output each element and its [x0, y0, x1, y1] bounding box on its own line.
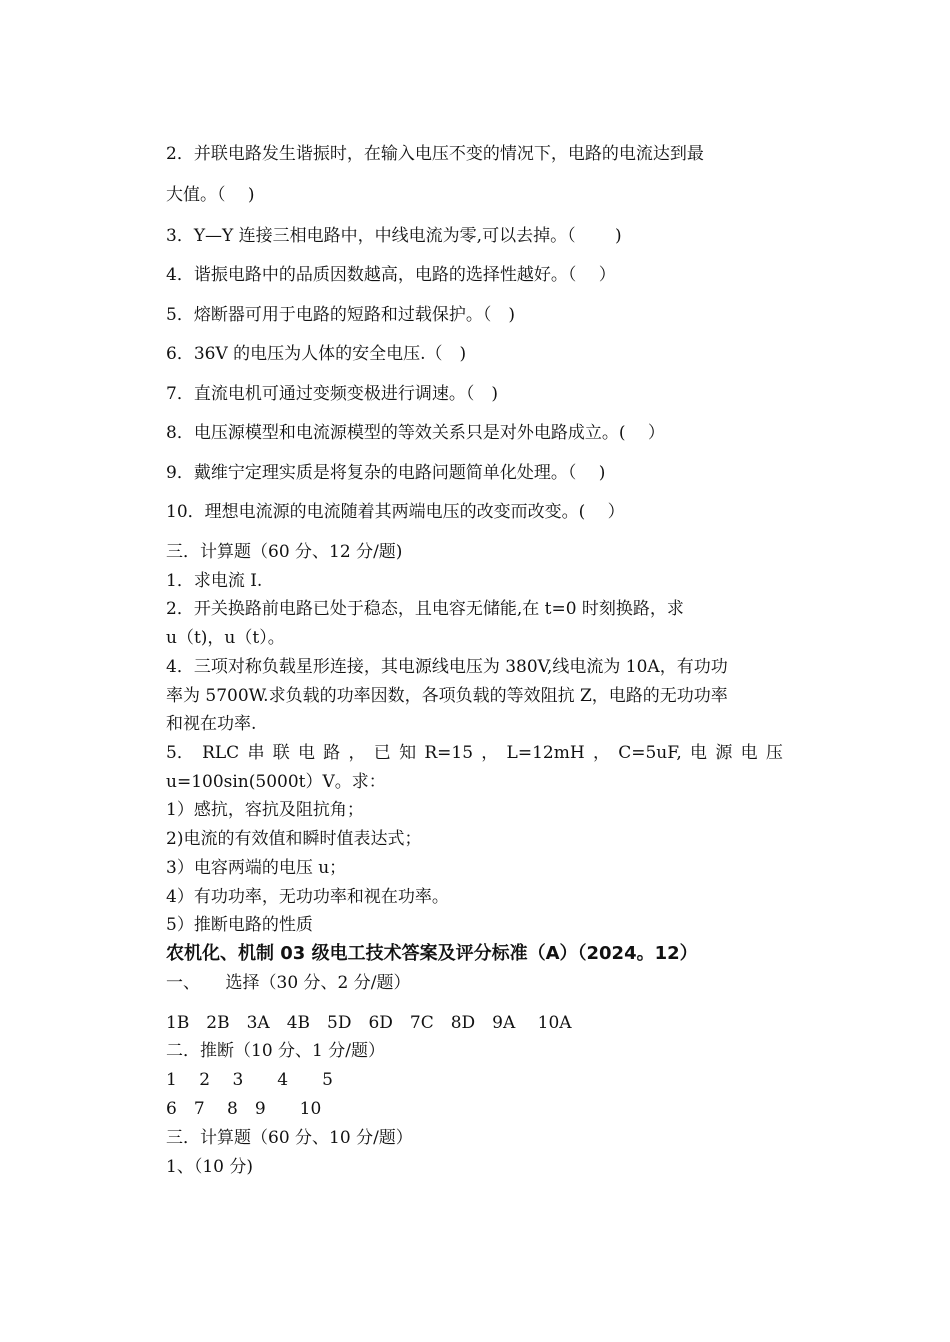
- q5-part: RLC: [202, 743, 240, 763]
- q5-part: 已: [373, 743, 391, 763]
- calc-question-4-line1: 4．三项对称负载星形连接，其电源线电压为 380V,线电流为 10A，有功功: [166, 657, 728, 677]
- calc-question-2-line1: 2．开关换路前电路已处于稳态，且电容无储能,在 t=0 时刻换路，求: [166, 599, 684, 619]
- tf-question-5: 5．熔断器可用于电路的短路和过载保护。（ ): [166, 305, 515, 325]
- calc-question-5-sub-1: 1）感抗，容抗及阻抗角；: [166, 800, 364, 820]
- tf-question-3: 3．Y—Y 连接三相电路中，中线电流为零,可以去掉。（ ): [166, 226, 622, 246]
- tf-question-10: 10．理想电流源的电流随着其两端电压的改变而改变。( ）: [166, 502, 625, 522]
- q5-part: C=5uF,: [618, 743, 682, 763]
- tf-question-6: 6．36V 的电压为人体的安全电压.（ ): [166, 344, 467, 364]
- answer-section-3-question-1: 1、（10 分): [166, 1157, 253, 1177]
- q5-part: 路: [323, 743, 341, 763]
- calc-question-5-sub-3: 3）电容两端的电压 u；: [166, 858, 347, 878]
- calc-section-heading: 三．计算题（60 分、12 分/题): [166, 542, 403, 562]
- answer-key-title: 农机化、机制 03 级电工技术答案及评分标准（A）（2024。12）: [166, 943, 698, 964]
- tf-question-7: 7．直流电机可通过变频变极进行调速。（ ): [166, 384, 498, 404]
- q5-part: ，: [592, 743, 610, 763]
- calc-question-5-line1: [166, 742, 783, 764]
- q5-part: 联: [272, 743, 290, 763]
- answer-section-2-row-1: 1 2 3 4 5: [166, 1070, 333, 1090]
- calc-question-4-line2: 率为 5700W.求负载的功率因数，各项负载的等效阻抗 Z，电路的无功功率: [166, 686, 728, 706]
- calc-question-2-line2: u（t)，u（t）。: [166, 628, 285, 648]
- q5-part: 源: [715, 743, 733, 763]
- q5-part: L=12mH: [506, 743, 585, 763]
- tf-question-8: 8．电压源模型和电流源模型的等效关系只是对外电路成立。( ）: [166, 423, 665, 443]
- q5-part: 压: [765, 743, 783, 763]
- q5-part: 电: [690, 743, 708, 763]
- q5-part: 知: [399, 743, 417, 763]
- answer-section-2-heading: 二．推断（10 分、1 分/题）: [166, 1041, 385, 1061]
- answer-section-3-heading: 三．计算题（60 分、10 分/题）: [166, 1128, 413, 1148]
- answer-section-1-answers: 1B 2B 3A 4B 5D 6D 7C 8D 9A 10A: [166, 1013, 572, 1033]
- q5-part: 电: [740, 743, 758, 763]
- answer-section-2-row-2: 6 7 8 9 10: [166, 1099, 322, 1119]
- calc-question-5-line2: u=100sin(5000t）V。求：: [166, 772, 386, 792]
- answer-section-1-heading: 一、 选择（30 分、2 分/题）: [166, 973, 411, 993]
- q5-part: 5．: [166, 743, 194, 763]
- tf-question-9: 9．戴维宁定理实质是将复杂的电路问题简单化处理。（ ): [166, 463, 606, 483]
- q5-part: ，: [348, 743, 366, 763]
- tf-question-2-line2: 大值。（ ): [166, 185, 255, 205]
- tf-question-2-line1: 2．并联电路发生谐振时，在输入电压不变的情况下，电路的电流达到最: [166, 144, 704, 164]
- calc-question-5-sub-5: 5）推断电路的性质: [166, 915, 313, 935]
- q5-part: 串: [247, 743, 265, 763]
- q5-part: R=15: [424, 743, 474, 763]
- calc-question-1: 1．求电流 I.: [166, 571, 263, 591]
- calc-question-5-sub-4: 4）有功功率，无功功率和视在功率。: [166, 887, 449, 907]
- calc-question-4-line3: 和视在功率.: [166, 714, 257, 734]
- q5-part: ，: [481, 743, 499, 763]
- q5-part: 电: [298, 743, 315, 763]
- calc-question-5-sub-2: 2)电流的有效值和瞬时值表达式；: [166, 829, 422, 849]
- tf-question-4: 4．谐振电路中的品质因数越高，电路的选择性越好。（ ）: [166, 265, 616, 285]
